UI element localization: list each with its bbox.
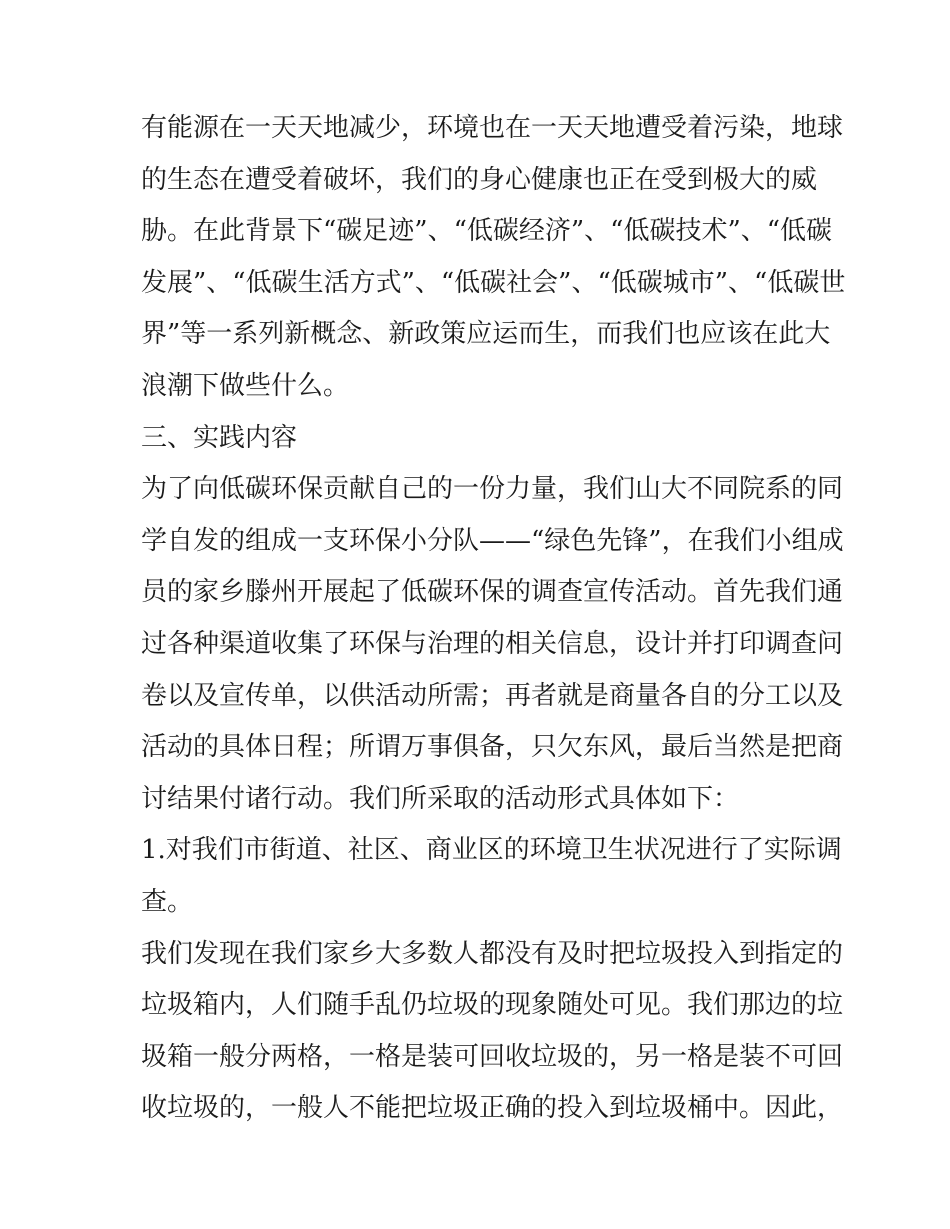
text-line: 我们发现在我们家乡大多数人都没有及时把垃圾投入到指定的 bbox=[141, 938, 844, 969]
text-line: 卷以及宣传单，以供活动所需；再者就是商量各自的分工以及 bbox=[141, 680, 844, 711]
document-body bbox=[141, 103, 846, 1135]
text-line: 圾箱一般分两格，一格是装可回收垃圾的，另一格是装不可回 bbox=[141, 1041, 844, 1072]
text-line: 讨结果付诸行动。我们所采取的活动形式具体如下： bbox=[141, 783, 740, 814]
text-line: 浪潮下做些什么。 bbox=[141, 370, 350, 401]
text-line: 活动的具体日程；所谓万事俱备，只欠东风，最后当然是把商 bbox=[141, 732, 844, 763]
text-line: 员的家乡滕州开展起了低碳环保的调查宣传活动。首先我们通 bbox=[141, 577, 844, 608]
text-line: 垃圾箱内，人们随手乱仍垃圾的现象随处可见。我们那边的垃 bbox=[141, 990, 844, 1021]
text-line: 收垃圾的，一般人不能把垃圾正确的投入到垃圾桶中。因此， bbox=[141, 1093, 844, 1124]
text-line: 胁。在此背景下“碳足迹”、“低碳经济”、“低碳技术”、“低碳 bbox=[141, 216, 833, 247]
text-line: 有能源在一天天地减少，环境也在一天天地遭受着污染，地球 bbox=[141, 113, 844, 143]
text-line: 界”等一系列新概念、新政策应运而生，而我们也应该在此大 bbox=[141, 319, 831, 350]
list-item-text: 1.对我们市街道、社区、商业区的环境卫生状况进行了实际调 bbox=[141, 835, 842, 866]
section-heading: 三、实践内容 bbox=[141, 422, 298, 453]
text-line: 学自发的组成一支环保小分队——“绿色先锋”，在我们小组成 bbox=[141, 525, 844, 556]
list-item-text: 查。 bbox=[141, 886, 194, 917]
text-line: 过各种渠道收集了环保与治理的相关信息，设计并打印调查问 bbox=[141, 628, 844, 659]
text-line: 的生态在遭受着破坏，我们的身心健康也正在受到极大的威 bbox=[141, 164, 818, 195]
text-line: 发展”、“低碳生活方式”、“低碳社会”、“低碳城市”、“低碳世 bbox=[141, 267, 846, 298]
text-line: 为了向低碳环保贡献自己的一份力量，我们山大不同院系的同 bbox=[141, 474, 844, 505]
